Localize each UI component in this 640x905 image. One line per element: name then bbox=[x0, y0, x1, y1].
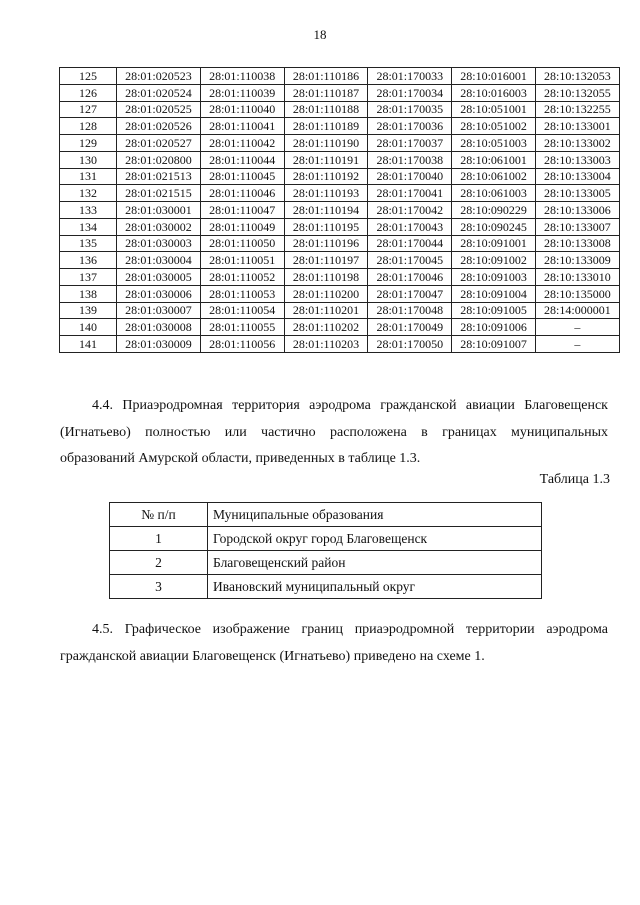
cadastral-number: 28:01:170036 bbox=[368, 118, 452, 135]
cadastral-number: 28:01:170037 bbox=[368, 135, 452, 152]
table-row bbox=[60, 68, 620, 85]
cadastral-number: 28:01:020800 bbox=[117, 151, 201, 168]
paragraph-4-5 bbox=[60, 617, 608, 670]
cadastral-number: 28:01:110191 bbox=[284, 151, 368, 168]
cadastral-number: 28:01:110190 bbox=[284, 135, 368, 152]
cadastral-number: 28:01:110192 bbox=[284, 168, 368, 185]
cadastral-number: 28:01:021515 bbox=[117, 185, 201, 202]
row-number: 1 bbox=[110, 527, 208, 551]
cadastral-number: 28:01:110189 bbox=[284, 118, 368, 135]
cadastral-number: 28:01:020523 bbox=[117, 68, 201, 85]
cadastral-number: 28:01:110195 bbox=[284, 218, 368, 235]
paragraph-4-4-text: 4.4. Приаэродромная территория аэродрома гражданской авиации Благовещенск (Игнатьево) полностью или частично расположена в границах муниципальных образований Амурской области, приведенных в таблице 1.3. bbox=[60, 398, 608, 466]
cadastral-number: 28:10:132055 bbox=[535, 84, 619, 101]
table-row bbox=[110, 527, 542, 551]
table-header-row bbox=[110, 503, 542, 527]
cadastral-number: 28:10:091001 bbox=[452, 235, 536, 252]
cadastral-number: 28:01:170033 bbox=[368, 68, 452, 85]
cadastral-number: 28:01:170038 bbox=[368, 151, 452, 168]
row-number: 140 bbox=[60, 319, 117, 336]
cadastral-number: 28:01:110201 bbox=[284, 302, 368, 319]
row-number: 137 bbox=[60, 269, 117, 286]
row-municipality: Городской округ город Благовещенск bbox=[208, 527, 542, 551]
cadastral-number: 28:10:133008 bbox=[535, 235, 619, 252]
cadastral-number: 28:10:132255 bbox=[535, 101, 619, 118]
cadastral-number: 28:01:110042 bbox=[200, 135, 284, 152]
cadastral-number: 28:01:110197 bbox=[284, 252, 368, 269]
cadastral-number: 28:01:170035 bbox=[368, 101, 452, 118]
table-row bbox=[60, 269, 620, 286]
cadastral-number: 28:01:110186 bbox=[284, 68, 368, 85]
cadastral-number: 28:01:110051 bbox=[200, 252, 284, 269]
table-row bbox=[60, 319, 620, 336]
cadastral-number: 28:01:110202 bbox=[284, 319, 368, 336]
cadastral-number: 28:01:030008 bbox=[117, 319, 201, 336]
table-row bbox=[60, 118, 620, 135]
cadastral-number: 28:01:110041 bbox=[200, 118, 284, 135]
row-number: 134 bbox=[60, 218, 117, 235]
row-number: 139 bbox=[60, 302, 117, 319]
cadastral-number: 28:10:133007 bbox=[535, 218, 619, 235]
cadastral-number: 28:01:170046 bbox=[368, 269, 452, 286]
cadastral-number: 28:01:020526 bbox=[117, 118, 201, 135]
cadastral-number: 28:01:110196 bbox=[284, 235, 368, 252]
row-number: 133 bbox=[60, 202, 117, 219]
header-municipalities: Муниципальные образования bbox=[208, 503, 542, 527]
cadastral-number: 28:01:110198 bbox=[284, 269, 368, 286]
cadastral-number: 28:01:110187 bbox=[284, 84, 368, 101]
cadastral-number: 28:10:133010 bbox=[535, 269, 619, 286]
row-number: 131 bbox=[60, 168, 117, 185]
row-number: 130 bbox=[60, 151, 117, 168]
row-number: 129 bbox=[60, 135, 117, 152]
header-number: № п/п bbox=[110, 503, 208, 527]
cadastral-number: 28:01:110203 bbox=[284, 336, 368, 353]
cadastral-number: – bbox=[535, 336, 619, 353]
paragraph-4-5-text: 4.5. Графическое изображение границ приаэродромной территории аэродрома гражданской авиации Благовещенск (Игнатьево) приведено на схеме 1. bbox=[60, 622, 608, 664]
table-row bbox=[60, 101, 620, 118]
table-1-3-caption: Таблица 1.3 bbox=[539, 472, 610, 487]
page-number: 18 bbox=[313, 27, 327, 42]
table-row bbox=[60, 151, 620, 168]
table-row bbox=[60, 252, 620, 269]
cadastral-number: 28:01:030006 bbox=[117, 285, 201, 302]
cadastral-number: 28:10:091005 bbox=[452, 302, 536, 319]
row-number: 127 bbox=[60, 101, 117, 118]
cadastral-number: 28:10:091003 bbox=[452, 269, 536, 286]
cadastral-number: 28:01:170043 bbox=[368, 218, 452, 235]
row-number: 3 bbox=[110, 575, 208, 599]
cadastral-number: 28:10:091006 bbox=[452, 319, 536, 336]
cadastral-number: 28:01:170048 bbox=[368, 302, 452, 319]
cadastral-number: 28:10:051002 bbox=[452, 118, 536, 135]
cadastral-number: 28:10:133004 bbox=[535, 168, 619, 185]
cadastral-number: 28:01:110039 bbox=[200, 84, 284, 101]
table-row bbox=[60, 168, 620, 185]
cadastral-number: 28:01:110038 bbox=[200, 68, 284, 85]
cadastral-number: 28:01:110194 bbox=[284, 202, 368, 219]
cadastral-number: 28:01:030009 bbox=[117, 336, 201, 353]
cadastral-number: 28:10:091002 bbox=[452, 252, 536, 269]
table-row bbox=[60, 135, 620, 152]
row-number: 138 bbox=[60, 285, 117, 302]
row-number: 135 bbox=[60, 235, 117, 252]
cadastral-number: 28:01:020525 bbox=[117, 101, 201, 118]
cadastral-number: 28:01:110045 bbox=[200, 168, 284, 185]
cadastral-number: 28:10:091004 bbox=[452, 285, 536, 302]
cadastral-number: 28:10:016001 bbox=[452, 68, 536, 85]
row-number: 141 bbox=[60, 336, 117, 353]
table-row bbox=[60, 285, 620, 302]
cadastral-number: 28:10:016003 bbox=[452, 84, 536, 101]
cadastral-number: 28:10:133002 bbox=[535, 135, 619, 152]
cadastral-number: 28:01:021513 bbox=[117, 168, 201, 185]
cadastral-number: 28:10:061002 bbox=[452, 168, 536, 185]
cadastral-number: 28:01:030005 bbox=[117, 269, 201, 286]
cadastral-number: 28:10:051003 bbox=[452, 135, 536, 152]
cadastral-number: 28:01:020527 bbox=[117, 135, 201, 152]
cadastral-number: 28:01:110054 bbox=[200, 302, 284, 319]
cadastral-number: 28:01:030001 bbox=[117, 202, 201, 219]
cadastral-number: 28:10:061003 bbox=[452, 185, 536, 202]
cadastral-number: 28:01:110044 bbox=[200, 151, 284, 168]
cadastral-number: 28:01:030002 bbox=[117, 218, 201, 235]
cadastral-number: 28:01:110053 bbox=[200, 285, 284, 302]
municipalities-table bbox=[109, 502, 542, 599]
cadastral-number: 28:10:051001 bbox=[452, 101, 536, 118]
cadastral-number: 28:01:110050 bbox=[200, 235, 284, 252]
table-row bbox=[60, 202, 620, 219]
table-row bbox=[60, 302, 620, 319]
cadastral-number: 28:01:170042 bbox=[368, 202, 452, 219]
cadastral-number: 28:01:170050 bbox=[368, 336, 452, 353]
table-row bbox=[60, 336, 620, 353]
cadastral-number: 28:01:110188 bbox=[284, 101, 368, 118]
row-number: 126 bbox=[60, 84, 117, 101]
cadastral-table bbox=[59, 67, 620, 353]
cadastral-number: 28:01:030007 bbox=[117, 302, 201, 319]
cadastral-number: 28:01:030003 bbox=[117, 235, 201, 252]
cadastral-number: 28:01:110049 bbox=[200, 218, 284, 235]
cadastral-number: 28:10:133001 bbox=[535, 118, 619, 135]
table-row bbox=[110, 575, 542, 599]
cadastral-number: 28:10:132053 bbox=[535, 68, 619, 85]
cadastral-number: 28:10:061001 bbox=[452, 151, 536, 168]
table-row bbox=[60, 84, 620, 101]
cadastral-number: 28:10:133003 bbox=[535, 151, 619, 168]
cadastral-number: 28:01:110046 bbox=[200, 185, 284, 202]
cadastral-number: 28:01:110056 bbox=[200, 336, 284, 353]
cadastral-number: 28:10:091007 bbox=[452, 336, 536, 353]
table-row bbox=[60, 235, 620, 252]
row-number: 128 bbox=[60, 118, 117, 135]
row-municipality: Ивановский муниципальный округ bbox=[208, 575, 542, 599]
cadastral-number: 28:01:110055 bbox=[200, 319, 284, 336]
cadastral-number: 28:10:090229 bbox=[452, 202, 536, 219]
cadastral-number: 28:01:110193 bbox=[284, 185, 368, 202]
table-row bbox=[60, 185, 620, 202]
cadastral-number: 28:01:170041 bbox=[368, 185, 452, 202]
cadastral-number: 28:01:170034 bbox=[368, 84, 452, 101]
cadastral-number: 28:01:020524 bbox=[117, 84, 201, 101]
cadastral-number: 28:01:030004 bbox=[117, 252, 201, 269]
cadastral-number: 28:01:170045 bbox=[368, 252, 452, 269]
cadastral-number: – bbox=[535, 319, 619, 336]
cadastral-number: 28:10:133005 bbox=[535, 185, 619, 202]
cadastral-number: 28:10:090245 bbox=[452, 218, 536, 235]
cadastral-number: 28:10:133006 bbox=[535, 202, 619, 219]
cadastral-number: 28:01:110200 bbox=[284, 285, 368, 302]
cadastral-number: 28:01:110047 bbox=[200, 202, 284, 219]
row-number: 125 bbox=[60, 68, 117, 85]
cadastral-number: 28:01:170040 bbox=[368, 168, 452, 185]
row-number: 132 bbox=[60, 185, 117, 202]
cadastral-number: 28:01:110040 bbox=[200, 101, 284, 118]
cadastral-number: 28:01:170049 bbox=[368, 319, 452, 336]
cadastral-number: 28:01:110052 bbox=[200, 269, 284, 286]
row-number: 2 bbox=[110, 551, 208, 575]
cadastral-number: 28:01:170047 bbox=[368, 285, 452, 302]
cadastral-number: 28:10:135000 bbox=[535, 285, 619, 302]
row-municipality: Благовещенский район bbox=[208, 551, 542, 575]
table-row bbox=[60, 218, 620, 235]
paragraph-4-4 bbox=[60, 393, 608, 473]
row-number: 136 bbox=[60, 252, 117, 269]
table-row bbox=[110, 551, 542, 575]
cadastral-number: 28:01:170044 bbox=[368, 235, 452, 252]
cadastral-number: 28:10:133009 bbox=[535, 252, 619, 269]
cadastral-number: 28:14:000001 bbox=[535, 302, 619, 319]
